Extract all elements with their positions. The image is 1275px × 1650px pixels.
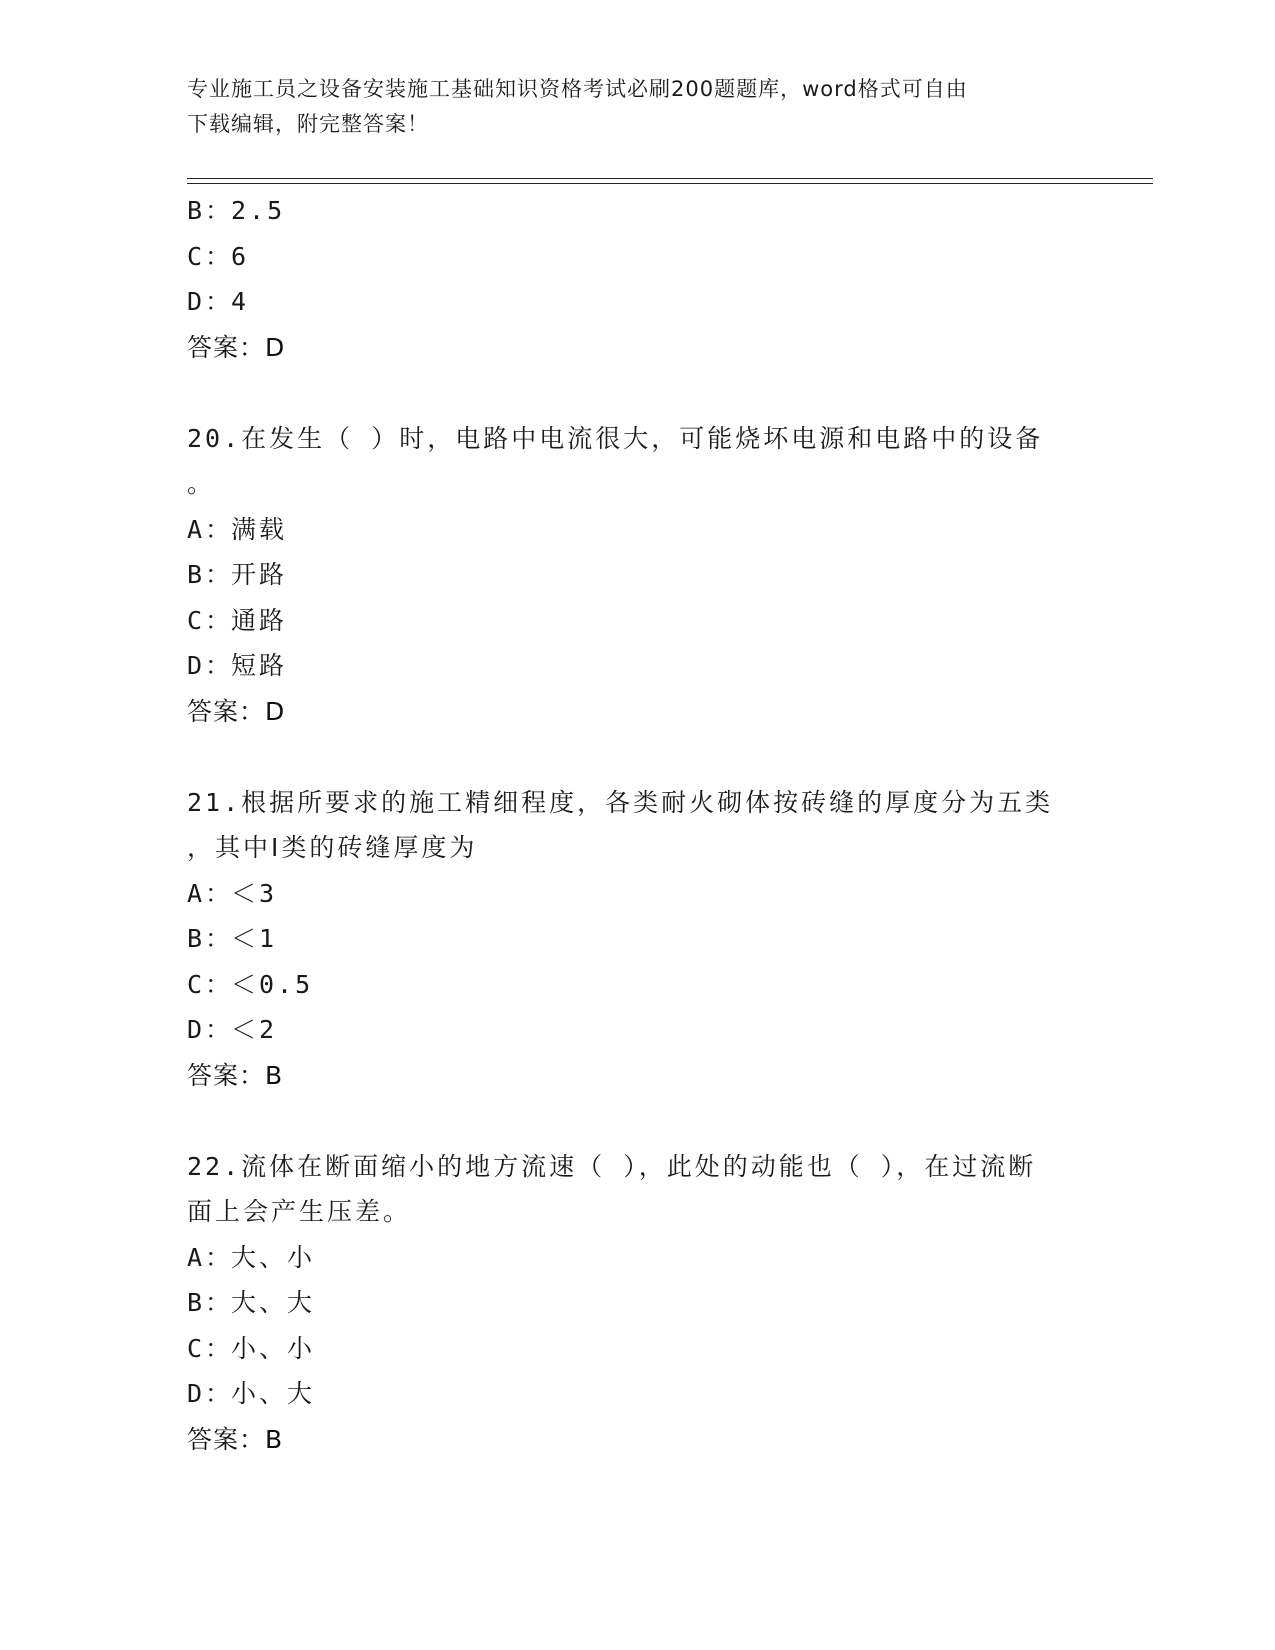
option-key: C： bbox=[187, 241, 234, 271]
option-b bbox=[187, 188, 1087, 234]
option-text: 2.5 bbox=[231, 196, 286, 225]
document-header bbox=[187, 72, 1067, 142]
option-text: 短路 bbox=[231, 651, 288, 680]
option-key: D： bbox=[187, 1015, 234, 1044]
question-21 bbox=[187, 780, 1087, 1099]
option-a bbox=[187, 871, 1087, 917]
option-b bbox=[187, 1280, 1087, 1326]
option-text: ＜3 bbox=[231, 878, 278, 908]
header-divider-top bbox=[187, 178, 1153, 179]
header-line-1: 专业施工员之设备安装施工基础知识资格考试必刷200题题库，word格式可自由 bbox=[187, 77, 968, 101]
answer-line: 答案：B bbox=[187, 1060, 284, 1090]
question-stem-line: 21.根据所要求的施工精细程度，各类耐火砌体按砖缝的厚度分为五类 bbox=[187, 787, 1054, 817]
option-key: B： bbox=[187, 924, 234, 953]
option-text: 小、大 bbox=[231, 1379, 316, 1408]
option-text: 开路 bbox=[231, 560, 288, 589]
option-key: B： bbox=[187, 1288, 234, 1317]
option-text: 通路 bbox=[231, 605, 288, 635]
header-divider-bottom bbox=[187, 183, 1153, 184]
option-key: A： bbox=[187, 1242, 234, 1272]
option-text: 大、小 bbox=[231, 1242, 316, 1272]
option-text: ＜1 bbox=[231, 924, 278, 953]
answer-line: 答案：D bbox=[187, 332, 286, 362]
option-key: D： bbox=[187, 1379, 234, 1408]
question-20 bbox=[187, 416, 1087, 735]
question-stem-line: 。 bbox=[187, 469, 216, 498]
option-key: C： bbox=[187, 969, 234, 999]
option-d bbox=[187, 643, 1087, 689]
question-22 bbox=[187, 1144, 1087, 1463]
question-stem-line: 面上会产生压差。 bbox=[187, 1197, 412, 1226]
option-b bbox=[187, 916, 1087, 962]
question-stem-line: ，其中Ⅰ类的砖缝厚度为 bbox=[187, 833, 478, 862]
option-text: 6 bbox=[231, 241, 250, 271]
option-key: D： bbox=[187, 287, 234, 316]
option-a bbox=[187, 1235, 1087, 1281]
option-key: B： bbox=[187, 560, 234, 589]
answer-line: 答案：B bbox=[187, 1424, 284, 1454]
option-key: D： bbox=[187, 651, 234, 680]
option-text: 满载 bbox=[231, 514, 288, 544]
option-text: 大、大 bbox=[231, 1288, 316, 1317]
option-c bbox=[187, 234, 1087, 280]
option-b bbox=[187, 552, 1087, 598]
option-key: A： bbox=[187, 878, 234, 908]
question-list bbox=[187, 188, 1087, 1462]
option-text: ＜2 bbox=[231, 1015, 278, 1044]
option-key: B： bbox=[187, 196, 234, 225]
option-d bbox=[187, 279, 1087, 325]
option-key: C： bbox=[187, 1333, 234, 1363]
option-c bbox=[187, 598, 1087, 644]
question-stem-line: 20.在发生（ ）时，电路中电流很大，可能烧坏电源和电路中的设备 bbox=[187, 423, 1044, 453]
option-d bbox=[187, 1007, 1087, 1053]
option-c bbox=[187, 962, 1087, 1008]
option-text: 4 bbox=[231, 287, 250, 316]
answer-line: 答案：D bbox=[187, 696, 286, 726]
option-text: ＜0.5 bbox=[231, 969, 314, 999]
option-a bbox=[187, 507, 1087, 553]
option-text: 小、小 bbox=[231, 1333, 316, 1363]
question-stem-line: 22.流体在断面缩小的地方流速（ ），此处的动能也（ ），在过流断 bbox=[187, 1151, 1037, 1181]
header-line-2: 下载编辑，附完整答案！ bbox=[187, 112, 429, 136]
question-19-continuation bbox=[187, 188, 1087, 370]
option-d bbox=[187, 1371, 1087, 1417]
option-key: A： bbox=[187, 514, 234, 544]
option-c bbox=[187, 1326, 1087, 1372]
option-key: C： bbox=[187, 605, 234, 635]
